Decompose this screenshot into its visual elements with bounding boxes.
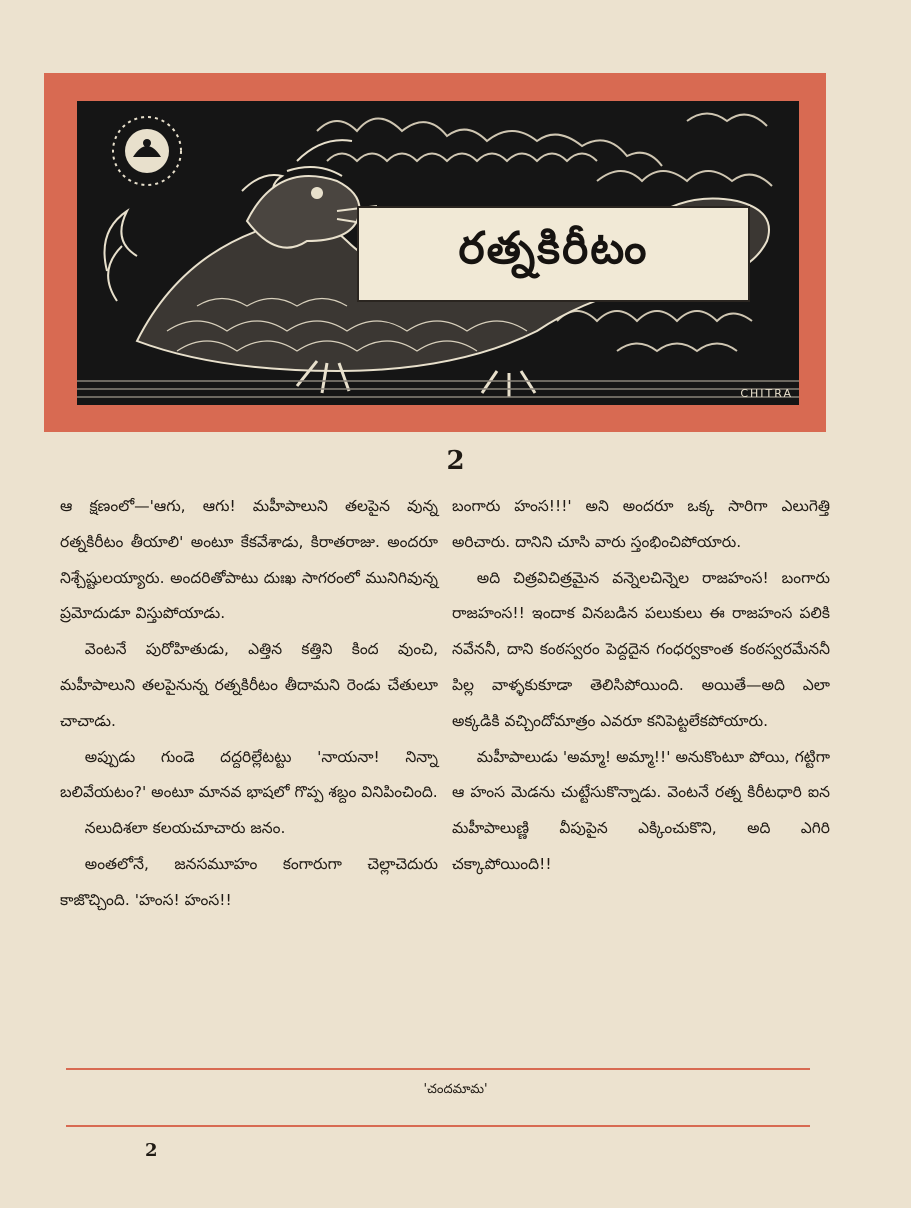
dragon-illustration: [77, 101, 799, 405]
magazine-name: 'చందమామ': [423, 1082, 488, 1097]
artist-signature: CHITRA: [740, 387, 793, 400]
story-title: రత్నకిరీటం: [458, 223, 649, 274]
footer-rule-bottom: [66, 1125, 810, 1127]
left-text-column: [60, 489, 438, 919]
footer-rule-top: [66, 1068, 810, 1070]
title-banner-frame: [44, 73, 826, 432]
page-number: 2: [145, 1140, 158, 1161]
story-title-panel: [357, 206, 750, 302]
paragraph: బంగారు హంస!!!' అని అందరూ ఒక్క సారిగా ఎలుగెత్తి అరిచారు. దానిని చూసి వారు స్తంభించిపోయారు.: [452, 497, 830, 551]
ground-stripes: [77, 381, 799, 397]
paragraph: అది చిత్రవిచిత్రమైన వన్నెలచిన్నెల రాజహంస! బంగారు రాజహంస!! ఇందాక వినబడిన పలుకులు ఈ రాజహంస పలికి నవేననీ, దాని కంఠస్వరం పెద్దదైన గంధర్వకాంత కంఠస్వరమేననీ పిల్ల వాళ్ళకుకూడా తెలిసిపోయింది. అయితే—అది ఎలా అక్కడికి వచ్చిందోమాత్రం ఎవరూ కనిపెట్టలేకపోయారు.: [452, 568, 830, 730]
paragraph: నలుదిశలా కలయచూచారు జనం.: [84, 819, 286, 838]
paragraph: మహీపాలుడు 'అమ్మా! అమ్మా!!' అనుకొంటూ పోయి, గట్టిగా ఆ హంస మెడను చుట్టేసుకొన్నాడు. వెంటనే రత్న కిరీటధారి ఐన మహీపాలుణ్ణి వీపుపైన ఎక్కించుకొని, అది ఎగిరి చక్కాపోయింది!!: [452, 747, 830, 873]
paragraph: ఆ క్షణంలో—'ఆగు, ఆగు! మహీపాలుని తలపైన వున్న రత్నకిరీటం తీయాలి' అంటూ కేకవేశాడు, కిరాతరాజు. అందరూ నిశ్చేష్టులయ్యారు. అందరితోపాటు దుఃఖ సాగరంలో మునిగివున్న ప్రమోదుడూ విస్తుపోయాడు.: [60, 497, 438, 623]
chapter-number: 2: [446, 446, 465, 476]
sun-emblem: [113, 117, 181, 185]
paragraph: అప్పుడు గుండె దద్దరిల్లేటట్టు 'నాయనా! నిన్నా బలివేయటం?' అంటూ మానవ భాషలో గొప్ప శబ్దం వినిపించింది.: [60, 747, 438, 802]
paragraph: అంతలోనే, జనసమూహం కంగారుగా చెల్లాచెదురు కాజొచ్చింది. 'హంస! హంస!!: [60, 854, 438, 909]
right-text-column: [452, 489, 830, 883]
paragraph: వెంటనే పురోహితుడు, ఎత్తిన కత్తిని కింద వుంచి, మహీపాలుని తలపైనున్న రత్నకిరీటం తీదామని రెండు చేతులూ చాచాడు.: [60, 640, 438, 730]
